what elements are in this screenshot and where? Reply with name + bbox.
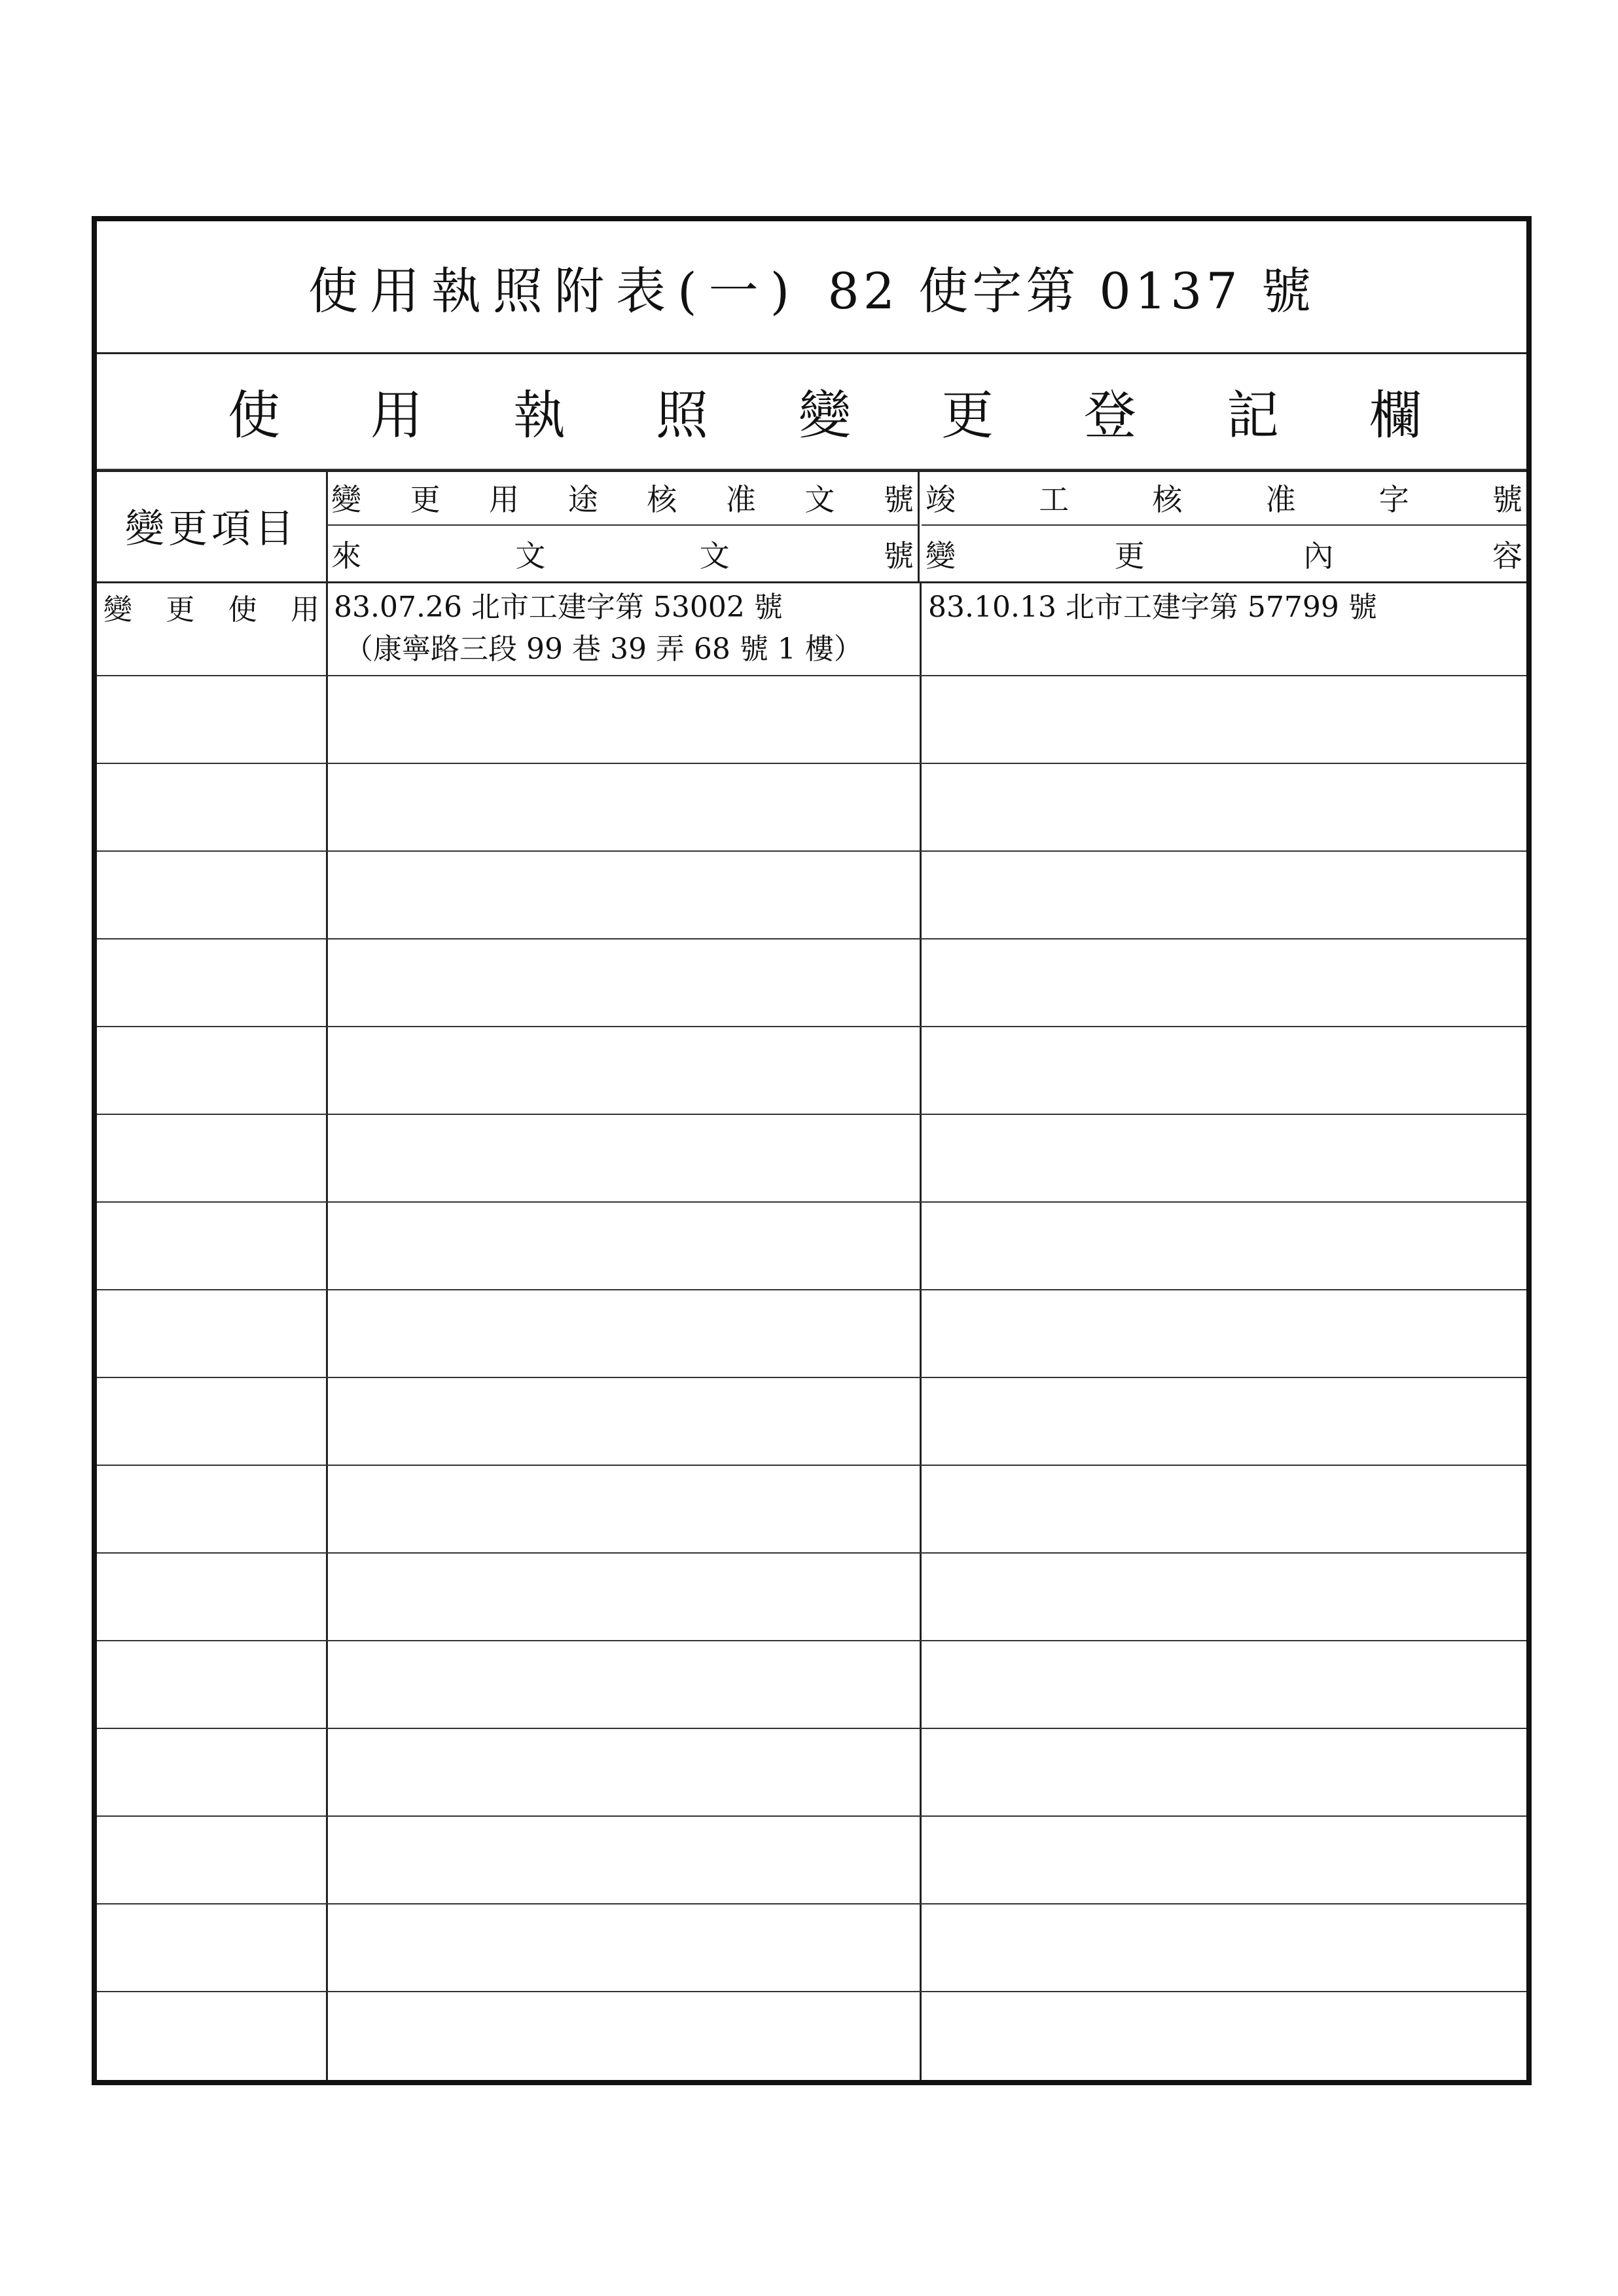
header-incoming-number: [327, 526, 920, 581]
header-completion-number: [922, 470, 1526, 526]
header-char: 來: [331, 538, 361, 574]
subtitle-char: 記: [1227, 384, 1279, 446]
item-char: 用: [290, 593, 319, 627]
subtitle-char: 欄: [1369, 384, 1422, 446]
header-char: 准: [1265, 481, 1296, 517]
row-item: [97, 581, 326, 675]
empty-row: [97, 852, 1526, 939]
header-char: 更: [410, 481, 440, 517]
header-char: 號: [883, 481, 914, 517]
empty-row: [97, 1729, 1526, 1817]
title-char: 使: [308, 261, 370, 320]
empty-row: [97, 1203, 1526, 1290]
row-approval: [330, 581, 919, 675]
header-char: 准: [725, 481, 756, 517]
empty-row: [97, 1466, 1526, 1554]
item-char: 變: [103, 593, 132, 627]
title-char: 表: [616, 261, 678, 320]
header-char: 文: [699, 538, 730, 574]
header-char: 字: [1378, 481, 1409, 517]
header-char: 工: [1039, 481, 1070, 517]
subtitle-char: 用: [370, 384, 423, 446]
header-char: 變: [926, 538, 956, 574]
empty-row: [97, 764, 1526, 852]
address-text: （康寧路三段 99 巷 39 弄 68 號 1 樓）: [344, 632, 863, 666]
empty-row: [97, 1290, 1526, 1378]
table-body: [97, 581, 1526, 2080]
approval-number-text: 83.07.26 北市工建字第 53002 號: [334, 591, 783, 624]
completion-number-text: 83.10.13 北市工建字第 57799 號: [928, 591, 1377, 624]
header-char: 途: [567, 481, 598, 517]
header-char: 更: [1114, 538, 1145, 574]
empty-row: [97, 1641, 1526, 1729]
table-frame: [92, 216, 1532, 2085]
subtitle-char: 照: [656, 384, 708, 446]
title-number: 82 使字第 0137 號: [827, 261, 1315, 320]
table-row: [97, 581, 1526, 676]
header-char: 容: [1492, 538, 1522, 574]
empty-row: [97, 1904, 1526, 1992]
empty-row: [97, 1817, 1526, 1904]
subtitle-char: 登: [1084, 384, 1136, 446]
item-char: 更: [166, 593, 195, 627]
form-title: [97, 221, 1526, 354]
empty-row: [97, 1027, 1526, 1115]
empty-row: [97, 1378, 1526, 1466]
form-subtitle: [97, 352, 1526, 472]
subtitle-char: 使: [228, 384, 280, 446]
header-change-content: [922, 526, 1526, 581]
header-char: 號: [883, 538, 914, 574]
empty-row: [97, 1554, 1526, 1641]
subtitle-char: 執: [513, 384, 566, 446]
header-char: 核: [647, 481, 677, 517]
header-char: 號: [1492, 481, 1522, 517]
title-char: 照: [493, 261, 555, 320]
header-char: 核: [1152, 481, 1183, 517]
subtitle-char: 變: [799, 384, 851, 446]
empty-row: [97, 676, 1526, 764]
title-char: 執: [431, 261, 494, 320]
header-char: 文: [804, 481, 835, 517]
empty-row: [97, 1115, 1526, 1203]
title-char: 用: [370, 261, 432, 320]
empty-row: [97, 1992, 1526, 2080]
table-header: [97, 470, 1526, 583]
header-approval-number: [327, 470, 920, 526]
header-char: 竣: [926, 481, 956, 517]
item-char: 使: [228, 593, 257, 627]
empty-row: [97, 939, 1526, 1027]
header-change-item: 變更項目: [97, 470, 328, 581]
header-char: 變: [331, 481, 361, 517]
header-char: 內: [1303, 538, 1334, 574]
title-char: 附: [554, 261, 617, 320]
header-char: 文: [515, 538, 546, 574]
title-char: (一): [677, 261, 802, 320]
header-char: 用: [489, 481, 520, 517]
subtitle-char: 更: [941, 384, 994, 446]
row-completion: [924, 581, 1526, 675]
